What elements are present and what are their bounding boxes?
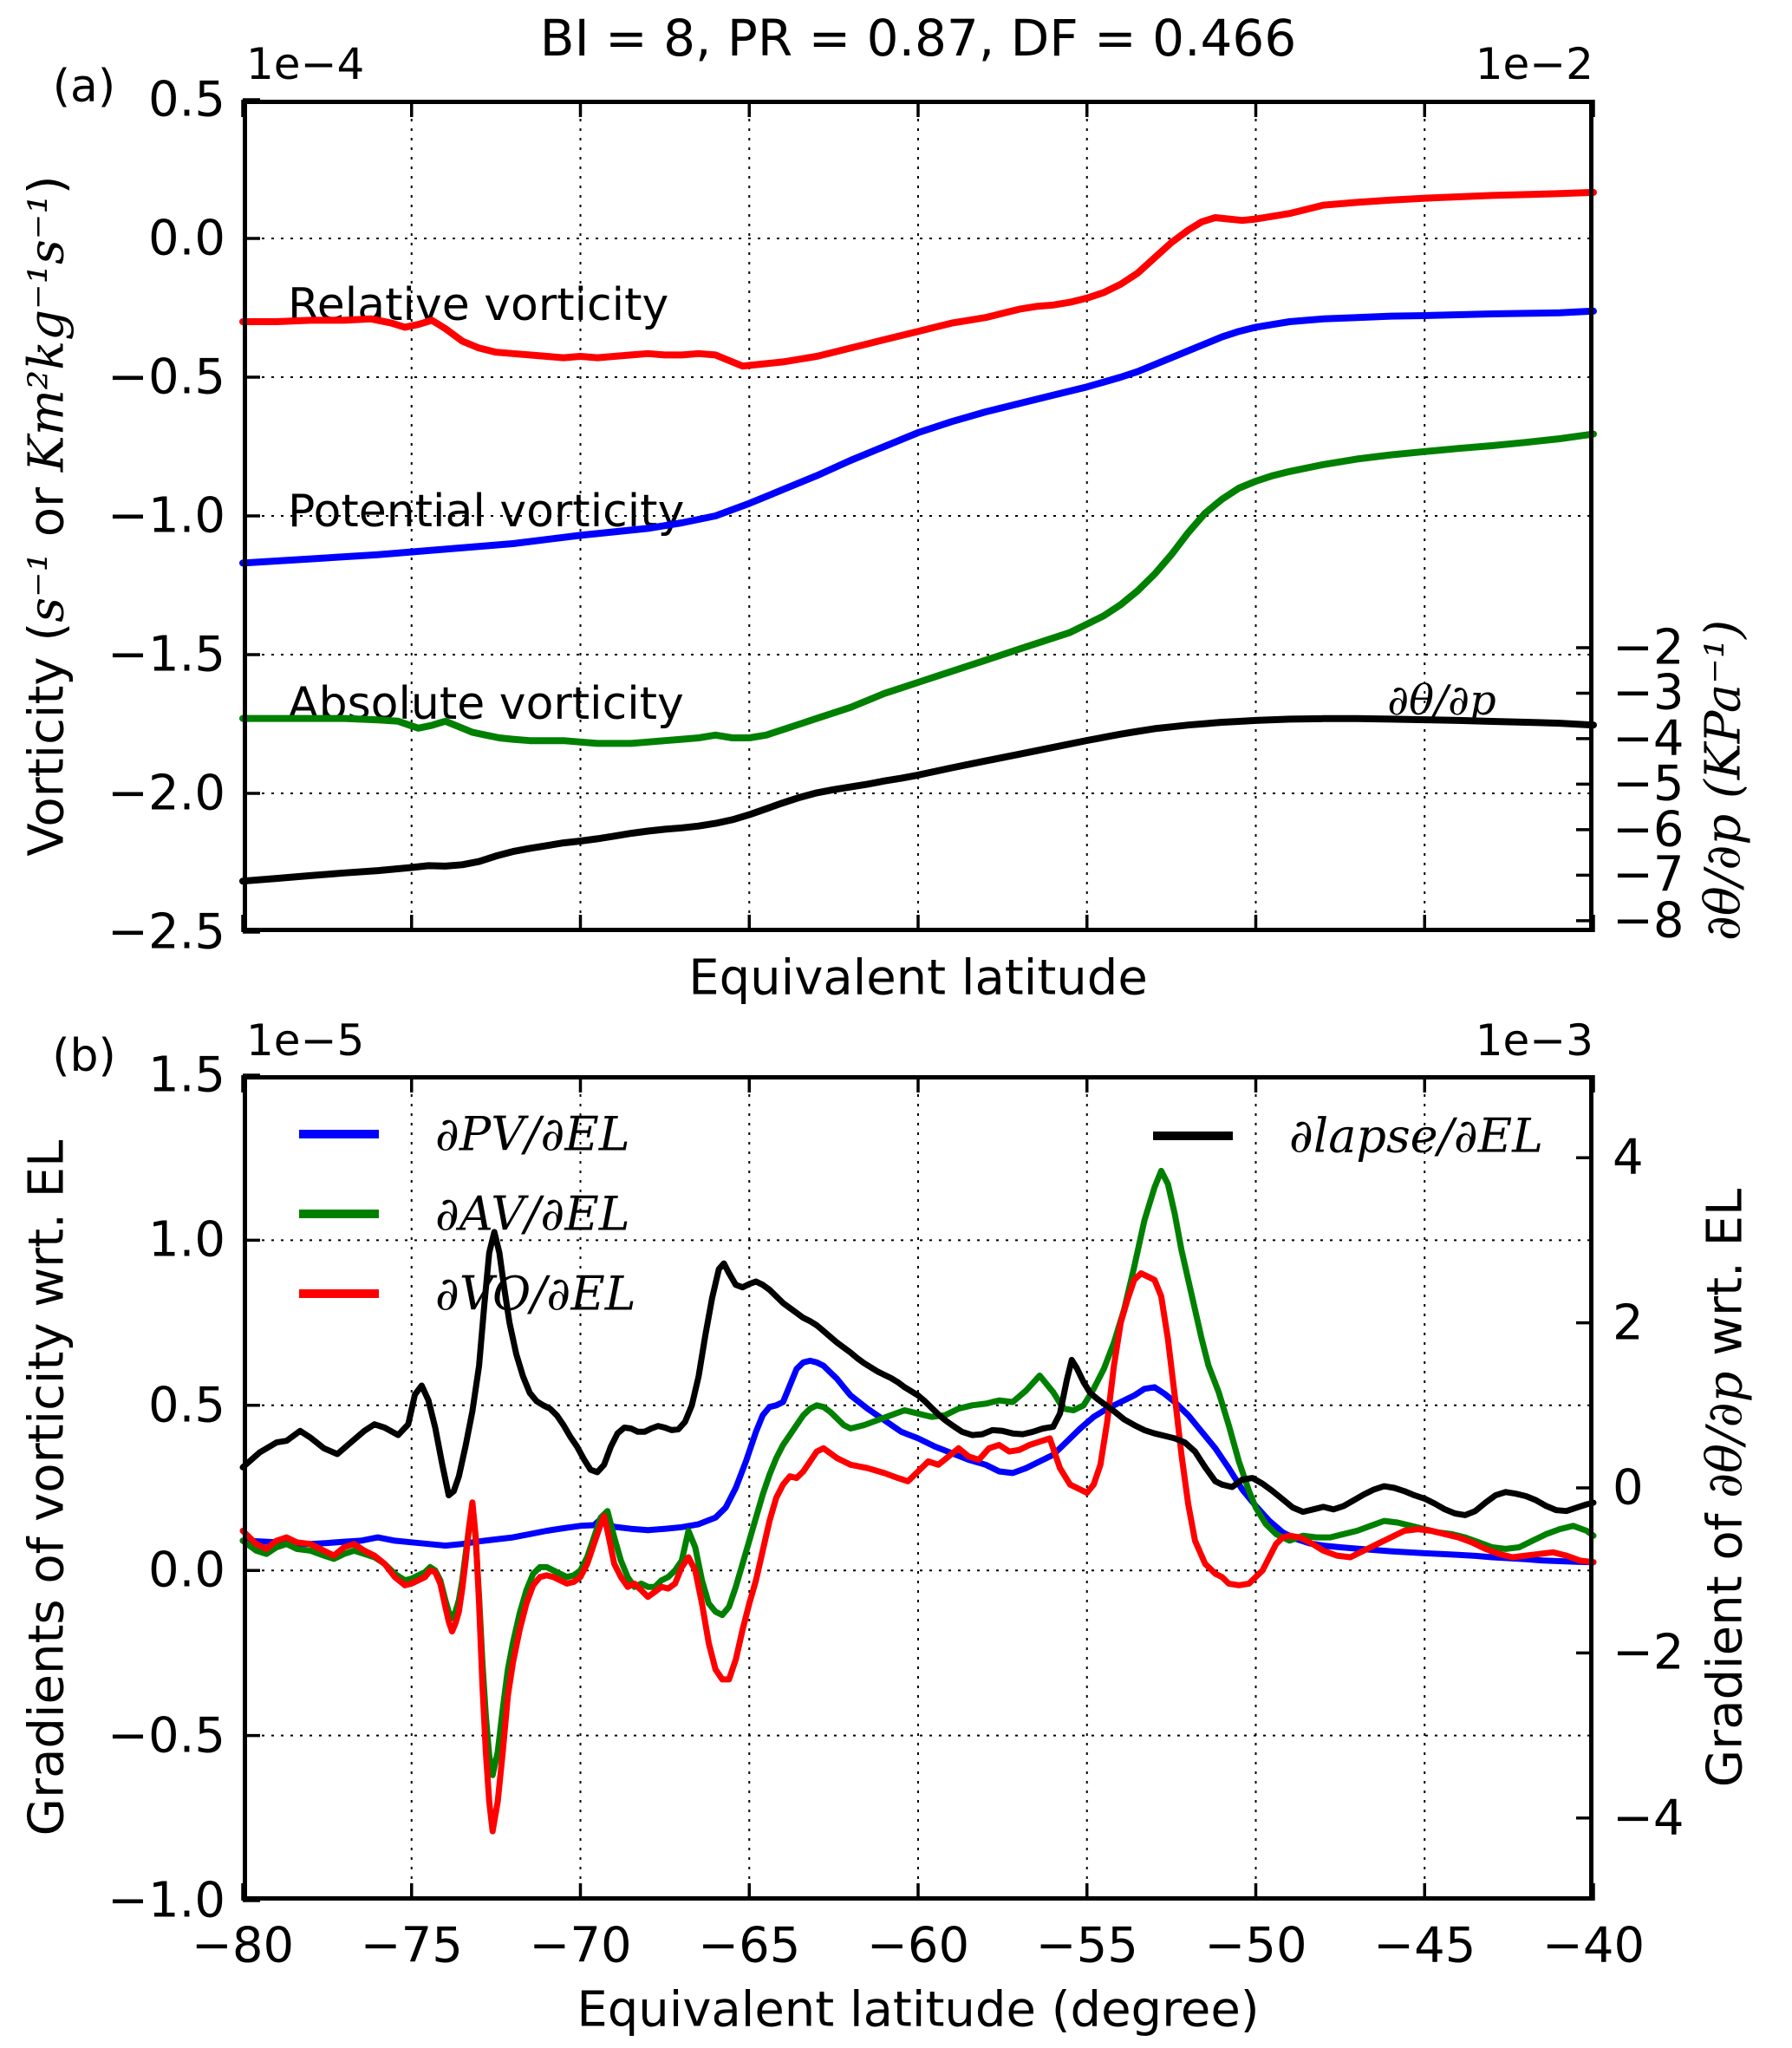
panel-a-left-offset: 1e−4 (246, 39, 365, 89)
panel-a-series-3 (243, 719, 1593, 881)
panel-a-plot (243, 100, 1593, 932)
panel-b-right-tick-label: −2 (1613, 1624, 1684, 1681)
panel-b-left-tick-label: 1.5 (147, 1047, 225, 1104)
panel-a-right-tick-label: −4 (1613, 710, 1684, 767)
legend-label-dvo-del: ∂VO/∂EL (435, 1266, 636, 1321)
curve-label-potential-vorticity: Potential vorticity (288, 486, 685, 538)
panel-a-right-tick-label: −8 (1613, 892, 1684, 949)
panel-b-right-tick-label: 2 (1613, 1295, 1644, 1352)
panel-a-right-tick-label: −3 (1613, 664, 1684, 721)
panel-b-left-tick-label: 0.0 (147, 1542, 225, 1599)
panel-a-left-tick-label: 0.5 (147, 71, 225, 128)
panel-a-ylabel-suffix: ) (18, 175, 75, 195)
panel-a-right-offset: 1e−2 (1475, 39, 1593, 89)
panel-b-right-ylabel-math: ∂θ/∂p (1697, 1371, 1754, 1498)
panel-a-left-tick-label: −1.0 (108, 487, 225, 545)
panel-b-x-tick-label: −55 (1035, 1917, 1138, 1974)
panel-b-right-tick-label: 0 (1613, 1459, 1644, 1516)
panel-a-right-tick-label: −2 (1613, 619, 1684, 676)
panel-b-x-tick-label: −50 (1204, 1917, 1307, 1974)
panel-a-right-tick-label: −7 (1613, 846, 1684, 903)
panel-a-right-ylabel: ∂θ/∂p (KPa⁻¹) (1695, 619, 1752, 942)
panel-b-x-tick-label: −80 (191, 1917, 295, 1974)
panel-a-ylabel-mid: or (18, 472, 75, 553)
panel-b-right-ylabel-prefix: Gradient of (1697, 1497, 1754, 1788)
panel-a-left-tick-label: −2.0 (108, 765, 225, 822)
panel-b-tag: (b) (52, 1030, 116, 1082)
panel-b-right-tick-label: −4 (1613, 1790, 1684, 1847)
panel-b-x-tick-label: −45 (1373, 1917, 1476, 1974)
legend-label-dlapse-del: ∂lapse/∂EL (1289, 1108, 1544, 1164)
annotation-dtheta-dp: ∂θ/∂p (1387, 676, 1496, 725)
panel-a-right-tick-label: −6 (1613, 801, 1684, 858)
panel-a-ylabel-text: Vorticity ( (18, 622, 75, 857)
panel-b-right-offset: 1e−3 (1475, 1015, 1593, 1066)
panel-b-right-ylabel (1698, 1189, 1754, 1787)
panel-b-ylabel: Gradients of vorticity wrt. EL (18, 1139, 75, 1836)
panel-b-xlabel: Equivalent latitude (degree) (577, 1981, 1260, 2038)
curve-label-relative-vorticity: Relative vorticity (288, 279, 669, 331)
panel-a-left-tick-label: −2.5 (108, 903, 225, 961)
panel-a-right-tick-label: −5 (1613, 755, 1684, 812)
figure-title: BI = 8, PR = 0.87, DF = 0.466 (539, 9, 1297, 68)
panel-b-right-ylabel-suffix: wrt. EL (1697, 1188, 1754, 1372)
panel-a-ylabel-math1: s⁻¹ (18, 552, 75, 623)
panel-a-tag: (a) (52, 61, 116, 113)
panel-b-left-tick-label: −0.5 (108, 1707, 225, 1764)
panel-a-series (243, 192, 1593, 881)
panel-b-x-tick-label: −70 (529, 1917, 632, 1974)
panel-b-x-tick-label: −60 (866, 1917, 970, 1974)
panel-a-xlabel: Equivalent latitude (688, 949, 1148, 1007)
panel-b-plot (243, 1075, 1593, 1901)
panel-a-left-tick-label: 0.0 (147, 210, 225, 267)
curve-label-absolute-vorticity: Absolute vorticity (288, 678, 684, 730)
panel-b-right-tick-label: 4 (1613, 1129, 1644, 1186)
panel-b-left-tick-label: 0.5 (147, 1377, 225, 1434)
panel-b-x-tick-label: −40 (1541, 1917, 1645, 1974)
panel-b-x-tick-label: −75 (360, 1917, 463, 1974)
panel-a-ylabel-math2: Km²kg⁻¹s⁻¹ (18, 194, 75, 473)
panel-a-gridlines (243, 100, 1593, 932)
legend-label-dav-del: ∂AV/∂EL (435, 1186, 630, 1242)
panel-b-x-tick-label: −65 (698, 1917, 801, 1974)
panel-b-series (243, 1171, 1593, 1831)
panel-a-ylabel (19, 175, 75, 856)
panel-b-left-tick-label: −1.0 (108, 1872, 225, 1929)
legend-label-dpv-del: ∂PV/∂EL (435, 1106, 630, 1162)
panel-a-left-tick-label: −0.5 (108, 349, 225, 406)
panel-b-left-tick-label: 1.0 (147, 1211, 225, 1269)
panel-b-left-offset: 1e−5 (246, 1015, 365, 1066)
panel-a-left-tick-label: −1.5 (108, 626, 225, 683)
